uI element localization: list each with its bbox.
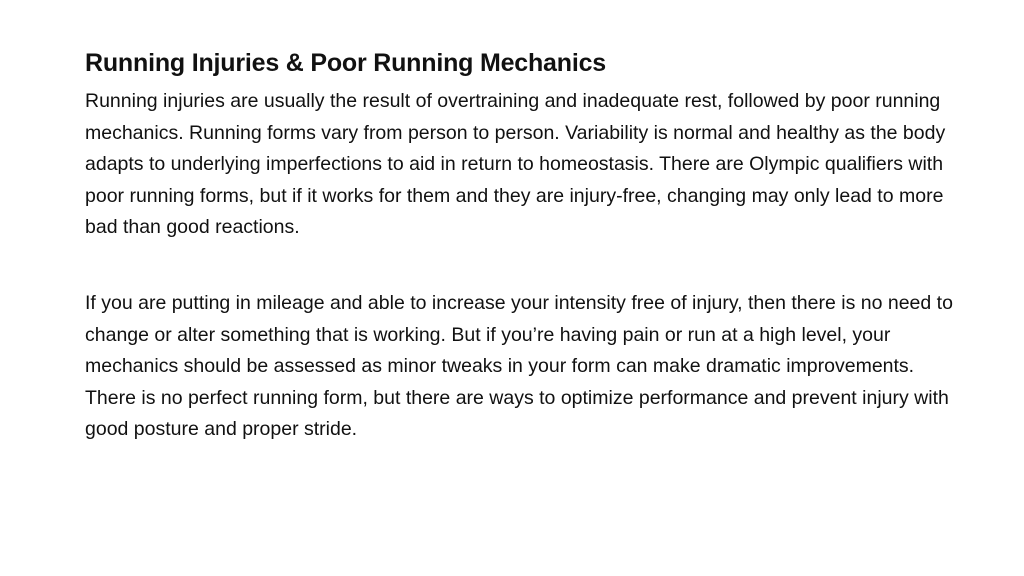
slide-title: Running Injuries & Poor Running Mechanics — [85, 49, 606, 77]
body-paragraph-2: If you are putting in mileage and able to increase your intensity free of injury, then there is no need to change or alter something that is working. But if you’re having pain or run at a high level, your mechanics should be assessed as minor tweaks in your form can make dramatic improvements. There is no perfect running form, but there are ways to optimize performance and prevent injury with good posture and proper stride. — [85, 291, 953, 441]
body-paragraph-1: Running injuries are usually the result of overtraining and inadequate rest, followed by poor running mechanics. Running forms vary from person to person. Variability is normal and healthy as the body adapts to underlying imperfections to aid in return to homeostasis. There are Olympic qualifiers with poor running forms, but if it works for them and they are injury-free, changing may only lead to more bad than good reactions. — [85, 90, 946, 239]
